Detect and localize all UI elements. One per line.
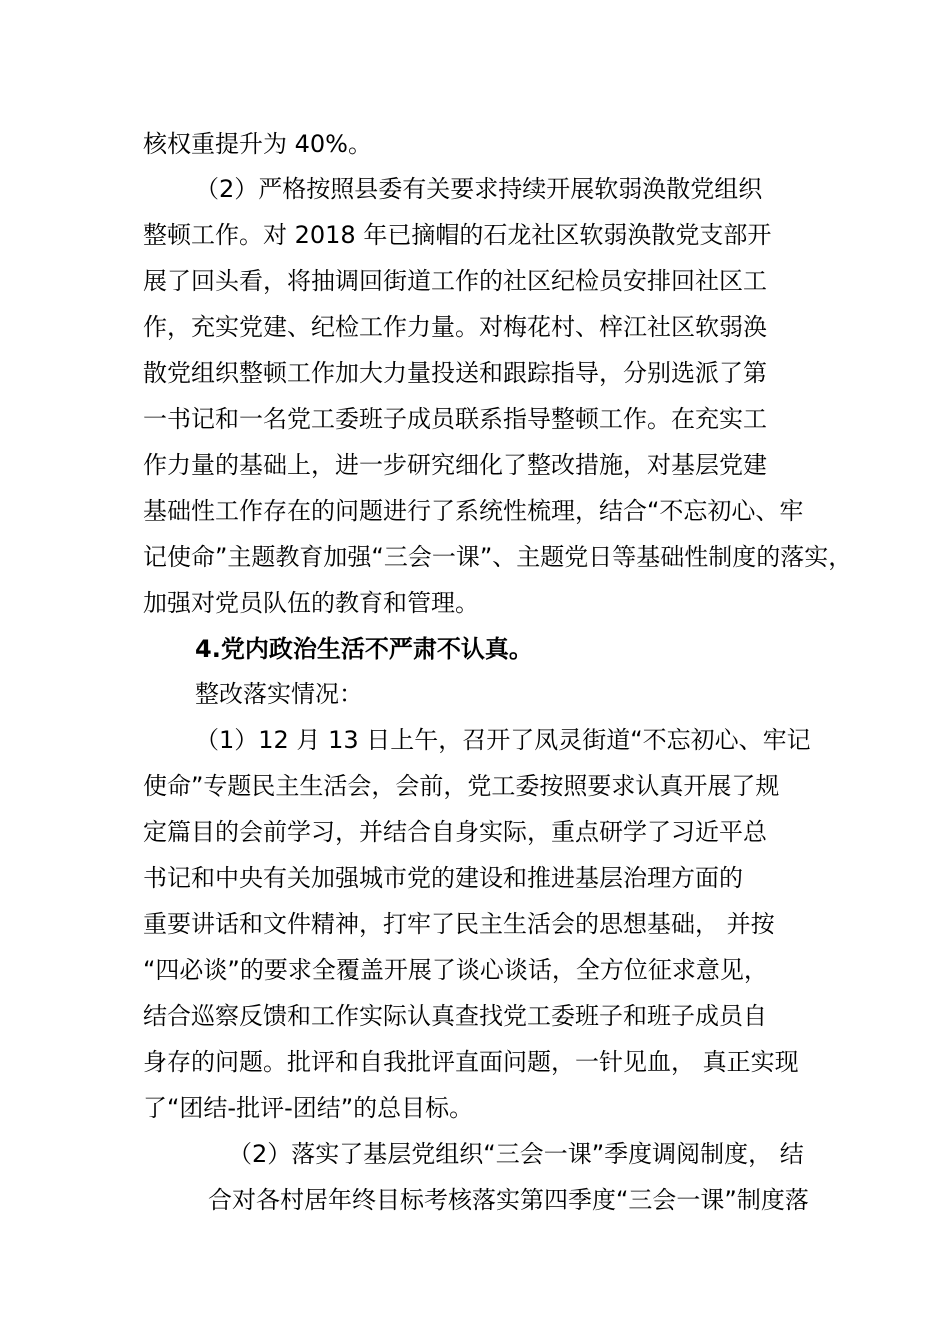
text-line: 散党组织整顿工作加大力量投送和跟踪指导，分别选派了第 (143, 359, 767, 387)
section-heading: 4.党内政治生活不严肃不认真。 (195, 635, 533, 663)
text-line: 身存的问题。批评和自我批评直面问题，一针见血， 真正实现 (143, 1048, 799, 1076)
text-line: 重要讲话和文件精神，打牢了民主生活会的思想基础， 并按 (143, 910, 775, 938)
text-line: （2）落实了基层党组织“三会一课”季度调阅制度， 结 (228, 1140, 804, 1168)
text-line: 整改落实情况： (195, 680, 363, 708)
text-line: 了“团结-批评-团结”的总目标。 (143, 1094, 474, 1122)
text-line: （2）严格按照县委有关要求持续开展软弱涣散党组织 (195, 175, 763, 203)
text-line: 记使命”主题教育加强“三会一课”、主题党日等基础性制度的落实， (143, 543, 853, 571)
text-line: “四必谈”的要求全覆盖开展了谈心谈话，全方位征求意见， (143, 956, 768, 984)
text-line: 结合巡察反馈和工作实际认真查找党工委班子和班子成员自 (143, 1002, 767, 1030)
text-line: （1）12 月 13 日上午，召开了凤灵街道“不忘初心、牢记 (195, 726, 811, 754)
text-line: 整顿工作。对 2018 年已摘帽的石龙社区软弱涣散党支部开 (143, 221, 772, 249)
text-line: 作，充实党建、纪检工作力量。对梅花村、梓江社区软弱涣 (143, 313, 767, 341)
text-line: 一书记和一名党工委班子成员联系指导整顿工作。在充实工 (143, 405, 767, 433)
text-line: 加强对党员队伍的教育和管理。 (143, 589, 479, 617)
text-line: 作力量的基础上，进一步研究细化了整改措施，对基层党建 (143, 451, 767, 479)
text-line: 使命”专题民主生活会，会前，党工委按照要求认真开展了规 (143, 772, 780, 800)
text-line: 合对各村居年终目标考核落实第四季度“三会一课”制度落 (208, 1186, 809, 1214)
text-line: 定篇目的会前学习，并结合自身实际，重点研学了习近平总 (143, 818, 767, 846)
text-line: 基础性工作存在的问题进行了系统性梳理，结合“不忘初心、牢 (143, 497, 804, 525)
text-line: 核权重提升为 40%。 (143, 130, 372, 158)
text-line: 书记和中央有关加强城市党的建设和推进基层治理方面的 (143, 864, 743, 892)
text-line: 展了回头看，将抽调回街道工作的社区纪检员安排回社区工 (143, 267, 767, 295)
